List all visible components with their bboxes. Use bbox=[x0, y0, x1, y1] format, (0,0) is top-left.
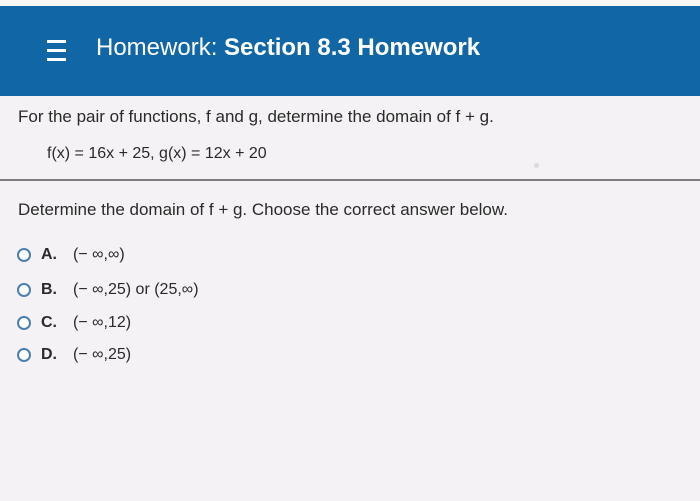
choice-value: (− ∞,25) bbox=[73, 346, 132, 363]
choice-letter: A. bbox=[41, 246, 57, 263]
choice-letter: D. bbox=[41, 346, 57, 363]
choice-c[interactable] bbox=[17, 312, 131, 334]
radio-button-icon[interactable] bbox=[17, 248, 31, 262]
choice-b[interactable] bbox=[17, 279, 199, 301]
choice-a[interactable] bbox=[17, 244, 125, 266]
title-section: Section 8.3 Homework bbox=[224, 34, 481, 61]
hamburger-menu-icon[interactable] bbox=[47, 40, 66, 61]
instruction-text: Determine the domain of f + g. Choose the correct answer below. bbox=[18, 200, 508, 219]
function-definitions: f(x) = 16x + 25, g(x) = 12x + 20 bbox=[47, 145, 267, 162]
page-title bbox=[96, 34, 480, 62]
title-prefix: Homework: bbox=[96, 34, 218, 61]
header-bar bbox=[0, 6, 700, 96]
choice-letter: C. bbox=[41, 314, 57, 331]
question-prompt: For the pair of functions, f and g, determine the domain of f + g. bbox=[18, 107, 494, 126]
choice-value: (− ∞,12) bbox=[73, 314, 132, 331]
radio-button-icon[interactable] bbox=[17, 283, 31, 297]
divider bbox=[0, 179, 700, 181]
decorative-dot bbox=[534, 163, 539, 168]
choice-value: (− ∞,25) or (25,∞) bbox=[73, 281, 199, 298]
choice-letter: B. bbox=[41, 281, 57, 298]
choice-value: (− ∞,∞) bbox=[73, 246, 125, 263]
choice-d[interactable] bbox=[17, 344, 131, 366]
radio-button-icon[interactable] bbox=[17, 316, 31, 330]
radio-button-icon[interactable] bbox=[17, 348, 31, 362]
